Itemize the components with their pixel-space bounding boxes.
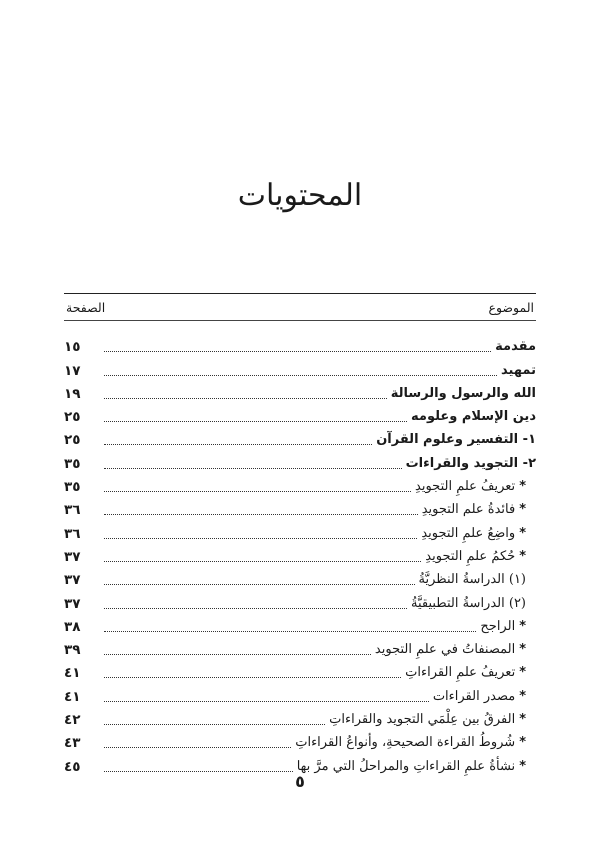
toc-entry-text: المصنفاتُ في علمِ التجويد — [374, 642, 516, 658]
dot-leader — [104, 514, 418, 515]
toc-entry-page: ٤٥ — [64, 758, 81, 775]
toc-entry-text: ١- التفسير وعلوم القرآن — [376, 432, 536, 448]
bullet-star-icon: * — [519, 758, 526, 774]
toc-entry-title — [411, 478, 536, 496]
bullet-star-icon: * — [519, 688, 526, 704]
bullet-star-icon: * — [519, 618, 526, 634]
toc-entry-title — [372, 431, 536, 449]
toc-entry[interactable] — [64, 519, 536, 542]
toc-entry-text: (٢) الدراسةُ التطبيقيَّةُ — [410, 595, 526, 611]
toc-entry-page: ٣٧ — [64, 595, 81, 612]
dot-leader — [104, 444, 372, 445]
dot-leader — [104, 351, 491, 352]
toc-entry[interactable] — [64, 706, 536, 729]
toc-entry-page: ٣٥ — [64, 479, 81, 496]
toc-entry-page: ٣٧ — [64, 572, 81, 589]
toc-entry-page: ٣٩ — [64, 642, 81, 659]
page-number: ٥ — [295, 772, 305, 791]
toc-entry-text: الله والرسول والرسالة — [390, 385, 536, 401]
dot-leader — [104, 561, 421, 562]
dot-leader — [104, 677, 401, 678]
toc-entry[interactable] — [64, 682, 536, 705]
toc-entry[interactable] — [64, 356, 536, 379]
header-top-rule — [64, 293, 536, 294]
toc-entry-page: ٤٢ — [64, 712, 81, 729]
toc-entry-text: الفرقُ بين عِلْمَي التجويد والقراءاتِ — [329, 712, 516, 728]
toc-entry-title — [387, 385, 536, 403]
toc-entry-page: ١٧ — [64, 362, 81, 379]
dot-leader — [104, 538, 417, 539]
topic-column-label: الموضوع — [488, 300, 534, 315]
toc-entry-text: مقدمة — [495, 339, 536, 355]
toc-entry-title — [491, 338, 536, 356]
toc-entry-text: (١) الدراسةُ النظريَّةُ — [418, 572, 526, 588]
dot-leader — [104, 747, 291, 748]
dot-leader — [104, 375, 497, 376]
bullet-star-icon: * — [519, 525, 526, 541]
toc-entry[interactable] — [64, 729, 536, 752]
toc-entry-text: دين الإسلام وعلومه — [411, 409, 536, 425]
toc-entry-page: ٣٧ — [64, 548, 81, 565]
toc-entry-page: ٤١ — [64, 688, 81, 705]
toc-entry-text: تعريفُ علمِ القراءاتِ — [405, 665, 516, 681]
toc-entry-title — [371, 641, 536, 659]
toc-entry[interactable] — [64, 473, 536, 496]
toc-entry-page: ٢٥ — [64, 409, 81, 426]
bullet-star-icon: * — [519, 735, 526, 751]
toc-entry-page: ٤١ — [64, 665, 81, 682]
page-title: المحتويات — [237, 178, 363, 213]
toc-entry[interactable] — [64, 403, 536, 426]
toc-entry-title — [415, 571, 536, 589]
toc-entry[interactable] — [64, 636, 536, 659]
toc-entry-title — [325, 711, 536, 729]
toc-entry-page: ٣٥ — [64, 455, 81, 472]
toc-entry-title — [429, 688, 536, 706]
bullet-star-icon: * — [519, 548, 526, 564]
toc-entry[interactable] — [64, 496, 536, 519]
toc-entry[interactable] — [64, 613, 536, 636]
bullet-star-icon: * — [519, 712, 526, 728]
toc-entry-page: ٣٦ — [64, 502, 81, 519]
toc-entry-title — [421, 548, 536, 566]
toc-entry[interactable] — [64, 380, 536, 403]
bullet-star-icon: * — [519, 642, 526, 658]
toc-entry-text: الراجح — [480, 618, 516, 634]
toc-entry-title — [476, 618, 536, 636]
toc-entry-title — [291, 734, 536, 752]
bullet-star-icon: * — [519, 665, 526, 681]
toc-entry-title — [407, 408, 536, 426]
dot-leader — [104, 654, 371, 655]
dot-leader — [104, 584, 415, 585]
toc-entry-page: ٤٣ — [64, 735, 81, 752]
toc-entry-title — [418, 501, 536, 519]
dot-leader — [104, 608, 407, 609]
toc-entry-title — [417, 525, 536, 543]
toc-entry-page: ٣٦ — [64, 525, 81, 542]
dot-leader — [104, 724, 325, 725]
toc-header — [64, 300, 536, 318]
toc-entry-text: نشأةُ علمِ القراءاتِ والمراحلُ التي مرَّ بها — [296, 758, 516, 774]
bullet-star-icon: * — [519, 502, 526, 518]
toc-entry-title — [407, 595, 536, 613]
toc-entry[interactable] — [64, 589, 536, 612]
toc-list — [64, 333, 536, 776]
toc-entry-text: تمهيد — [501, 362, 536, 378]
toc-entry-page: ٢٥ — [64, 432, 81, 449]
toc-entry-text: واضِعُ علمِ التجويدِ — [421, 525, 516, 541]
toc-entry-text: فائدةُ علم التجويدِ — [421, 502, 516, 518]
toc-entry[interactable] — [64, 449, 536, 472]
toc-entry-title — [401, 664, 536, 682]
toc-entry-title — [497, 362, 536, 380]
dot-leader — [104, 398, 387, 399]
toc-entry-text: ٢- التجويد والقراءات — [405, 455, 536, 471]
toc-entry-page: ٣٨ — [64, 618, 81, 635]
toc-entry[interactable] — [64, 333, 536, 356]
toc-entry-text: تعريفُ علمِ التجويدِ — [415, 479, 516, 495]
toc-entry[interactable] — [64, 566, 536, 589]
dot-leader — [104, 631, 476, 632]
page-column-label: الصفحة — [66, 300, 106, 315]
toc-entry[interactable] — [64, 543, 536, 566]
toc-entry[interactable] — [64, 426, 536, 449]
toc-entry-page: ١٥ — [64, 339, 81, 356]
toc-entry-text: حُكمُ علمِ التجويدِ — [425, 548, 516, 564]
toc-entry-text: شُروطُ القراءة الصحيحةِ، وأنواعُ القراءاتِ — [295, 735, 516, 751]
dot-leader — [104, 491, 411, 492]
toc-entry-text: مصدر القراءات — [432, 688, 516, 704]
dot-leader — [104, 701, 429, 702]
header-bottom-rule — [64, 320, 536, 321]
toc-entry-page: ١٩ — [64, 385, 81, 402]
dot-leader — [104, 421, 407, 422]
dot-leader — [104, 468, 402, 469]
toc-entry[interactable] — [64, 659, 536, 682]
toc-entry-title — [402, 455, 536, 473]
bullet-star-icon: * — [519, 479, 526, 495]
